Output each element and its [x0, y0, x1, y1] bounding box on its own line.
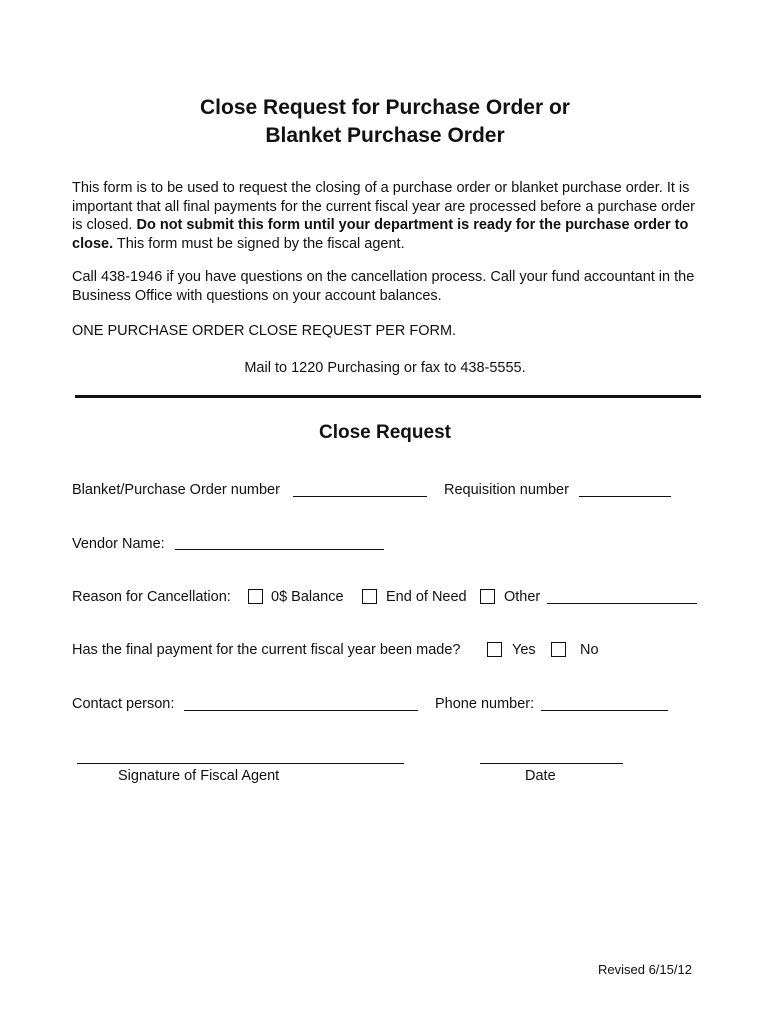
signature-line[interactable]: [77, 763, 404, 764]
po-number-label: Blanket/Purchase Order number: [72, 482, 280, 498]
other-label: Other: [504, 589, 541, 605]
form-title-line-1: Close Request for Purchase Order or: [200, 96, 570, 119]
contact-info-paragraph: Call 438-1946 if you have questions on the cancellation process. Call your fund accountant in the Business Office with questions on your account balances.: [72, 269, 695, 304]
end-of-need-label: End of Need: [386, 589, 467, 605]
intro-signature-note: This form must be signed by the fiscal agent.: [116, 235, 405, 252]
final-payment-no-checkbox[interactable]: [551, 642, 566, 657]
intro-warning: Do not submit this form until your department is ready for the purchase order to close.: [72, 217, 689, 252]
section-divider: [75, 395, 701, 398]
date-label: Date: [525, 768, 556, 784]
reason-label: Reason for Cancellation:: [72, 589, 231, 605]
mail-instructions: Mail to 1220 Purchasing or fax to 438-5555.: [244, 360, 526, 376]
intro-paragraph: [72, 179, 702, 253]
end-of-need-checkbox[interactable]: [362, 589, 377, 604]
contact-person-field[interactable]: [184, 710, 418, 711]
po-number-field[interactable]: [293, 496, 427, 497]
other-reason-field[interactable]: [547, 603, 697, 604]
form-title-line-2: Blanket Purchase Order: [265, 124, 505, 147]
phone-number-field[interactable]: [541, 710, 668, 711]
other-checkbox[interactable]: [480, 589, 495, 604]
date-line[interactable]: [480, 763, 623, 764]
zero-balance-label: 0$ Balance: [271, 589, 344, 605]
final-payment-label: Has the final payment for the current fiscal year been made?: [72, 642, 461, 658]
phone-number-label: Phone number:: [435, 696, 535, 712]
requisition-field[interactable]: [579, 496, 671, 497]
revised-date: Revised 6/15/12: [598, 962, 692, 977]
zero-balance-checkbox[interactable]: [248, 589, 263, 604]
final-payment-yes-checkbox[interactable]: [487, 642, 502, 657]
section-heading: Close Request: [319, 422, 451, 443]
vendor-name-label: Vendor Name:: [72, 536, 165, 552]
requisition-label: Requisition number: [444, 482, 569, 498]
final-payment-no-label: No: [580, 642, 599, 658]
one-request-notice: ONE PURCHASE ORDER CLOSE REQUEST PER FORM.: [72, 323, 457, 339]
vendor-name-field[interactable]: [175, 549, 384, 550]
signature-label: Signature of Fiscal Agent: [118, 768, 280, 784]
contact-person-label: Contact person:: [72, 696, 175, 712]
intro-text: This form is to be used to request the closing of a purchase order or blanket purchase order. It is important that all final payments for the current fiscal year are processed before a purchase order is closed.: [72, 180, 696, 233]
final-payment-yes-label: Yes: [512, 642, 536, 658]
